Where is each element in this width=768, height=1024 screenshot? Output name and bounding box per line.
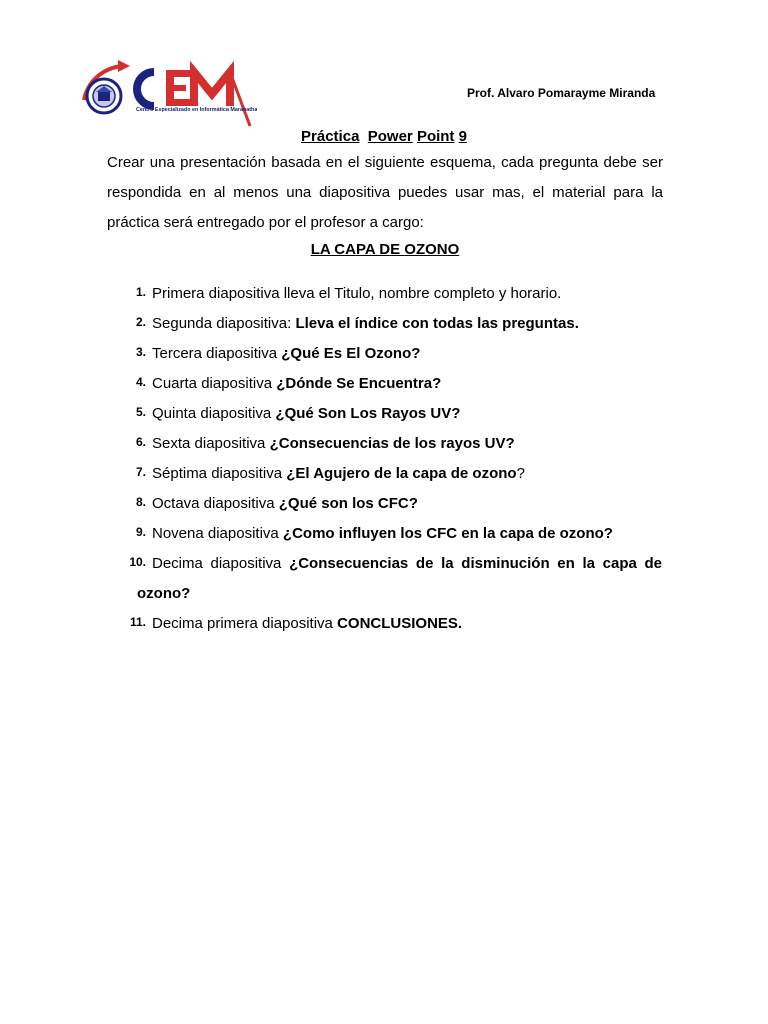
list-item [0, 552, 768, 612]
list-number: 3. [135, 345, 146, 359]
list-item [0, 312, 768, 342]
list-item [0, 342, 768, 372]
title-word-2: Power [367, 128, 413, 145]
section-subtitle: LA CAPA DE OZONO [310, 241, 460, 258]
list-item [0, 492, 768, 522]
list-number: 10. [129, 555, 146, 569]
list-text: Novena diapositiva ¿Como influyen los CFC en la capa de ozono? [152, 525, 613, 542]
logo-caption: Centro Especializado en Informática Maranatha [136, 107, 257, 113]
list-text: Tercera diapositiva ¿Qué Es El Ozono? [152, 345, 421, 362]
list-number: 4. [135, 375, 146, 389]
list-number: 9. [135, 525, 146, 539]
list-number: 8. [135, 495, 146, 509]
list-text: Octava diapositiva ¿Qué son los CFC? [152, 495, 418, 512]
list-text: Primera diapositiva lleva el Titulo, nombre completo y horario. [152, 285, 562, 302]
title-word-4: 9 [458, 128, 467, 145]
list-item [0, 372, 768, 402]
list-number: 6. [135, 435, 146, 449]
list-text: Decima primera diapositiva CONCLUSIONES. [152, 615, 463, 632]
list-text: Segunda diapositiva: Lleva el índice con todas las preguntas. [152, 315, 579, 332]
list-text: Séptima diapositiva ¿El Agujero de la capa de ozono? [152, 465, 525, 482]
title-word-1: Práctica [301, 128, 360, 145]
list-text: Decima diapositiva ¿Consecuencias de la disminución en la capa de ozono? [137, 555, 662, 602]
list-number: 1. [135, 285, 146, 299]
slide-list [0, 282, 768, 642]
list-item [0, 522, 768, 552]
list-number: 7. [135, 465, 146, 479]
list-item [0, 612, 768, 642]
professor-name: Prof. Alvaro Pomarayme Miranda [467, 86, 656, 100]
list-item [0, 282, 768, 312]
list-number: 5. [135, 405, 146, 419]
cem-logo [82, 60, 257, 128]
list-text: Quinta diapositiva ¿Qué Son Los Rayos UV? [152, 405, 461, 422]
title-word-3: Point [416, 128, 455, 145]
list-text: Sexta diapositiva ¿Consecuencias de los rayos UV? [152, 435, 515, 452]
list-item [0, 432, 768, 462]
list-item [0, 462, 768, 492]
list-number: 11. [129, 615, 146, 629]
list-item [0, 402, 768, 432]
list-text: Cuarta diapositiva ¿Dónde Se Encuentra? [152, 375, 442, 392]
list-number: 2. [135, 315, 146, 329]
intro-paragraph: Crear una presentación basada en el siguiente esquema, cada pregunta debe ser respondida en al menos una diapositiva puedes usar mas, el material para la práctica será entregado por el profesor a cargo: [107, 154, 663, 231]
cem-logo-graphic [82, 60, 257, 128]
page-title [0, 128, 768, 145]
